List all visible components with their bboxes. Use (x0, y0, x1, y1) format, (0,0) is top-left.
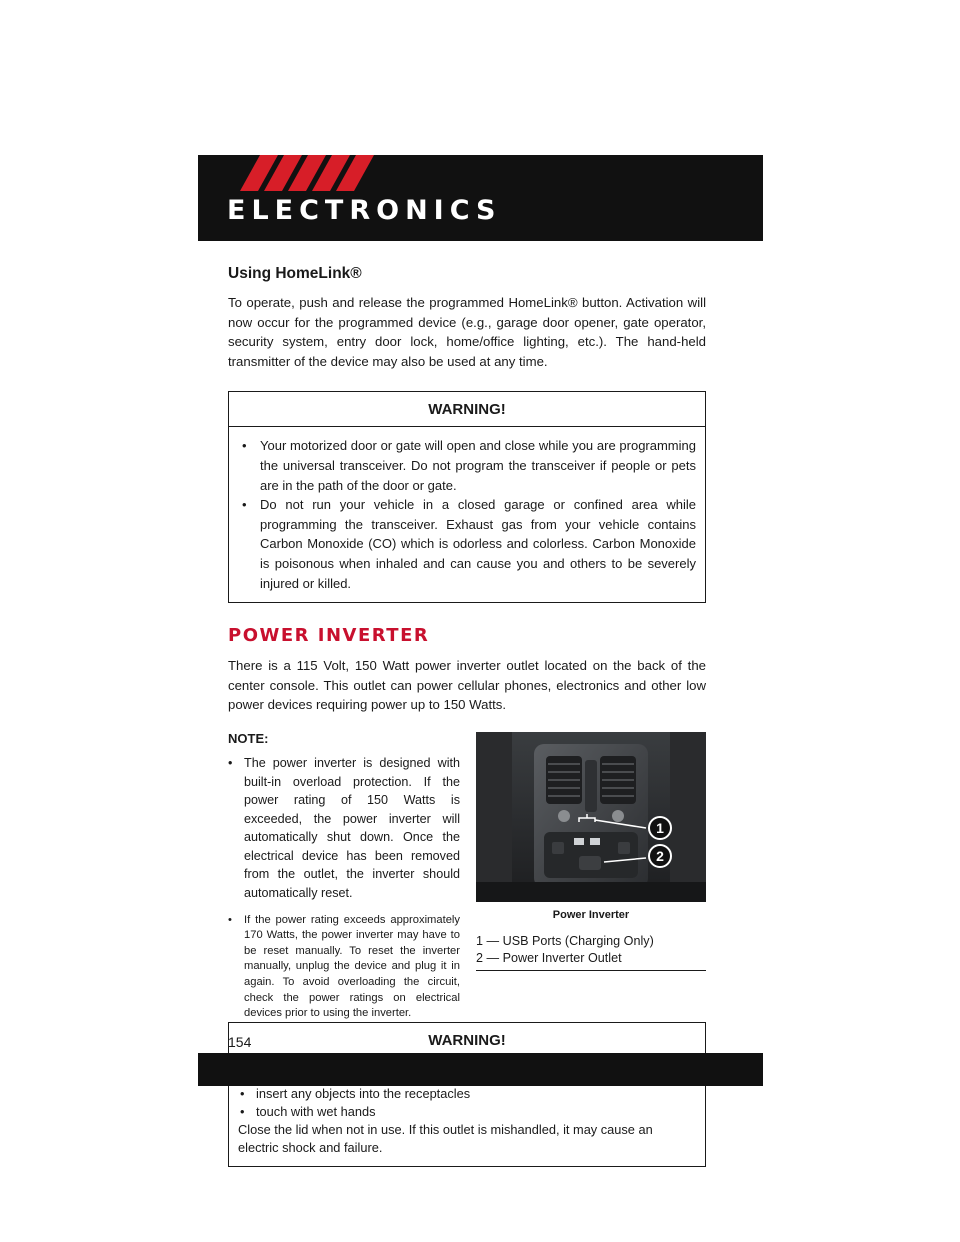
brand-stripes (240, 155, 380, 191)
power-inverter-heading: POWER INVERTER (228, 625, 430, 647)
warning-item: • insert any objects into the receptacles (240, 1085, 471, 1101)
figure-caption: Power Inverter (552, 908, 630, 921)
callout-1: 1 (656, 819, 664, 836)
warning-title-2: WARNING! (229, 1023, 705, 1058)
warning-box (228, 391, 706, 603)
note-label: NOTE: (228, 730, 269, 746)
homelink-body: To operate, push and release the programmed HomeLink® button. Activation will now occur for the programmed device (e.g., garage door opener, gate operator, security system, entry door lock, home/office lighting, etc.). The hand-held transmitter of the device may also be used at any time. (228, 295, 706, 369)
warning-item: • Do not run your vehicle in a closed garage or confined area while programming the transceiver. Exhaust gas from your vehicle contains Carbon Monoxide (CO) which is odorless and colorless. Carbon Monoxide is poisonous when inhaled and can cause you and others to be severely injured or killed. (242, 497, 696, 591)
legend-item: 1 — USB Ports (Charging Only) (476, 933, 654, 948)
page-content (228, 265, 706, 1167)
warning-box-2 (228, 1022, 706, 1167)
legend-item: 2 — Power Inverter Outlet (476, 950, 622, 965)
warning-item: • Your motorized door or gate will open and close while you are programming the universal transceiver. Do not program the transceiver if people or pets are in the path of the door or gate. (242, 438, 696, 493)
page-footer (198, 1053, 763, 1086)
warning-closing: Close the lid when not in use. If this outlet is mishandled, it may cause an electric shock and failure. (238, 1121, 653, 1155)
power-inverter-photo (476, 732, 706, 902)
homelink-heading: Using HomeLink® (228, 265, 362, 282)
callout-2: 2 (656, 847, 664, 864)
note-item: • If the power rating exceeds approximately 170 Watts, the power inverter may have to be reset manually. To reset the inverter manually, unplug the device and plug it in again. To avoid overloading the circuit, check the power ratings on electrical devices prior to using the inverter. (228, 913, 460, 1020)
page-number: 154 (228, 1034, 252, 1050)
note-list (228, 754, 460, 1022)
section-header (198, 155, 763, 241)
figure-legend (476, 933, 706, 971)
power-inverter-figure (476, 732, 706, 971)
note-item: • The power inverter is designed with built-in overload protection. If the power rating of 150 Watts is exceeded, the power inverter will automatically shut down. Once the electrical device has been removed from the outlet, the inverter should automatically reset. (228, 755, 460, 901)
warning-title: WARNING! (229, 392, 705, 427)
power-inverter-body: There is a 115 Volt, 150 Watt power inverter outlet located on the back of the center console. This outlet can power cellular phones, electronics and other low power devices requiring power up to 150 Watts. (228, 658, 706, 713)
warning-item: • touch with wet hands (240, 1103, 376, 1119)
section-title: ELECTRONICS (227, 195, 502, 226)
